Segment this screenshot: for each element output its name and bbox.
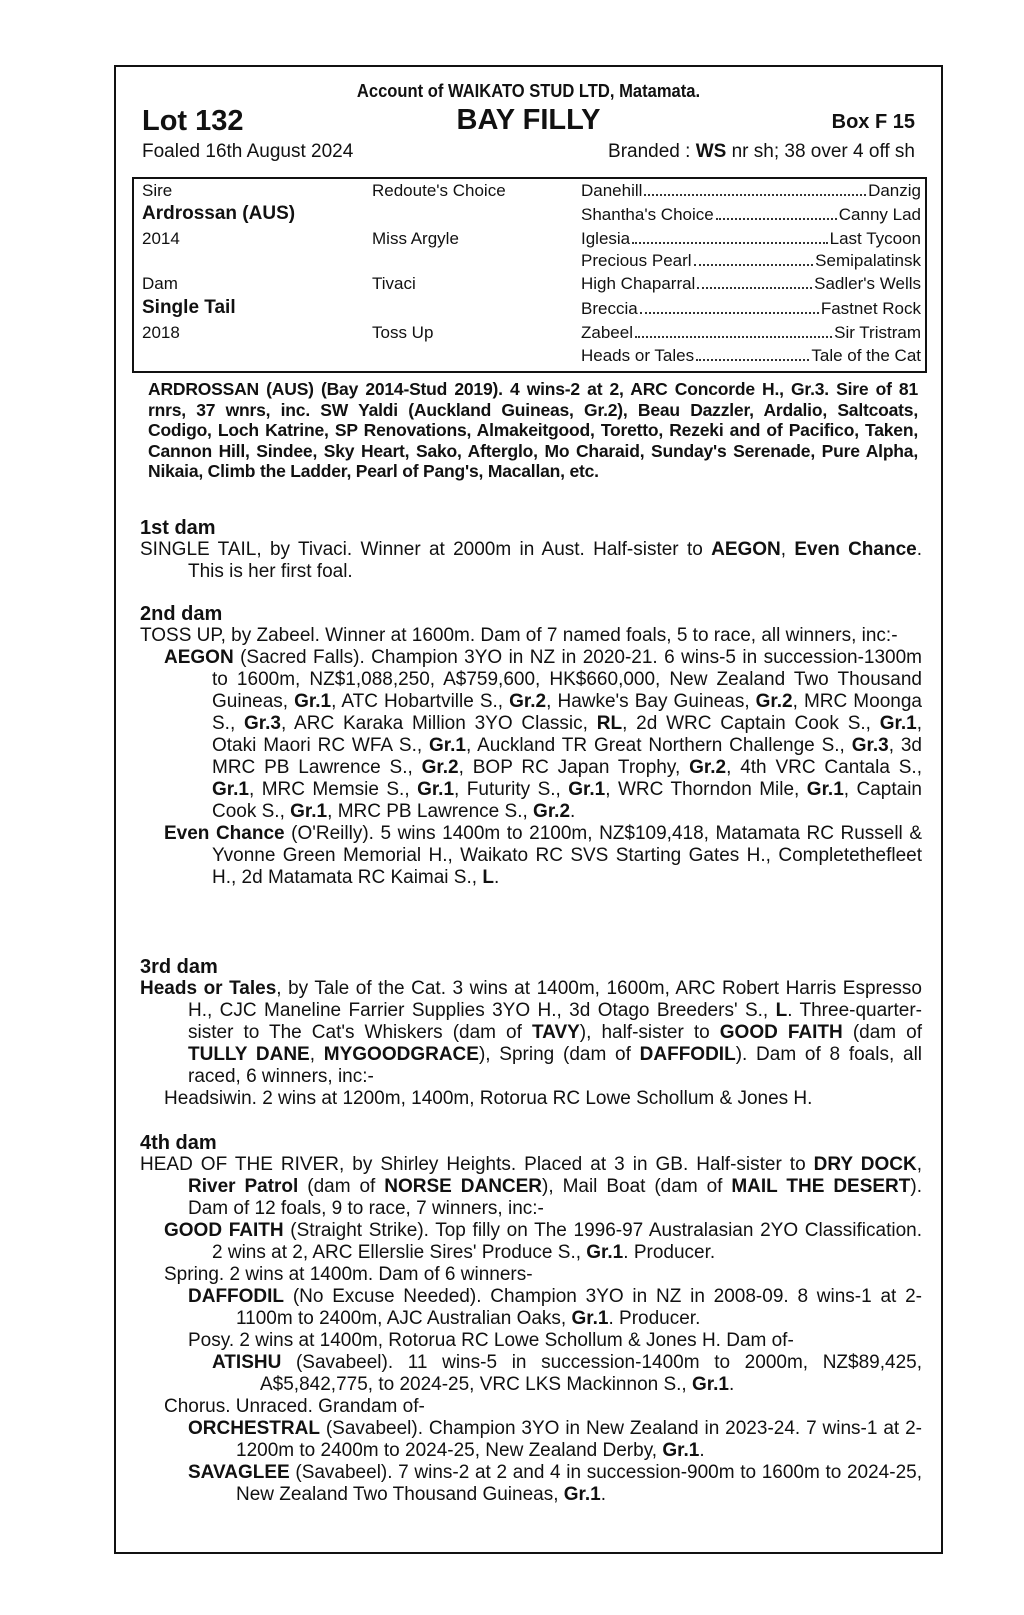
branded-prefix: Branded : (608, 141, 696, 162)
fourth-dam-section (140, 1132, 922, 1506)
sire-year: 2014 (142, 229, 180, 248)
brand-info (608, 141, 915, 163)
grandsire-row (581, 323, 921, 343)
progeny-entry: Even Chance (O'Reilly). 5 wins 1400m to 2100m, NZ$109,418, Matamata RC Russell & Yvonne Green Memorial H., Waikato RC SVS Starting Gates H., Completethefleet H., 2d Matamata RC Kaimai S., L. (164, 823, 922, 888)
horse-name: Even Chance (794, 539, 917, 560)
sire-name: Ardrossan (AUS) (142, 203, 296, 224)
horse-name: Heads or Tales (140, 978, 277, 999)
leader-dots (632, 229, 828, 244)
ancestor-right: Canny Lad (838, 205, 921, 224)
ancestor-right: Tale of the Cat (811, 346, 921, 365)
progeny-entry: ATISHU (Savabeel). 11 wins-5 in succession-1400m to 2000m, NZ$89,425, A$5,842,775, to 2024-25, VRC LKS Mackinnon S., Gr.1. (212, 1352, 922, 1395)
ancestor-right: Sadler's Wells (814, 274, 921, 293)
dam-paragraph: SINGLE TAIL, by Tivaci. Winner at 2000m in Aust. Half-sister to AEGON, Even Chance. This is her first foal. (140, 539, 923, 582)
dam-year: 2018 (142, 323, 180, 342)
lot-number: Lot 132 (142, 105, 244, 137)
ancestor-left: Iglesia (581, 229, 631, 248)
horse-name: AEGON (711, 539, 781, 560)
sire-dam: Miss Argyle (372, 229, 459, 248)
progeny-entry: Posy. 2 wins at 1400m, Rotorua RC Lowe Schollum & Jones H. Dam of- (188, 1330, 794, 1351)
dam-label: Dam (142, 274, 178, 293)
ancestor-left: Zabeel (581, 323, 633, 342)
ancestor-right: Fastnet Rock (820, 299, 921, 318)
grandsire-row (581, 251, 921, 271)
grandsire-row (581, 181, 921, 201)
horse-name: SAVAGLEE (188, 1462, 290, 1483)
horse-name: ATISHU (212, 1352, 282, 1373)
ancestor-left: Shantha's Choice (581, 205, 714, 224)
ancestor-left: Precious Pearl (581, 251, 692, 270)
progeny-entry: ORCHESTRAL (Savabeel). Champion 3YO in New Zealand in 2023-24. 7 wins-1 at 2-1200m to 2400m to 2024-25, New Zealand Derby, Gr.1. (188, 1418, 922, 1461)
horse-description: BAY FILLY (456, 104, 601, 136)
third-dam-section (140, 956, 922, 1110)
leader-dots (697, 274, 812, 289)
progeny-entry: Headsiwin. 2 wins at 1200m, 1400m, Rotorua RC Lowe Schollum & Jones H. (164, 1088, 813, 1109)
ancestor-left: Danehill (581, 181, 643, 200)
brand-mark: WS (695, 141, 727, 162)
dam-name: Single Tail (142, 297, 236, 318)
grandsire-row (581, 205, 921, 225)
ancestor-right: Semipalatinsk (815, 251, 921, 270)
sire-label: Sire (142, 181, 173, 200)
horse-name: AEGON (164, 647, 234, 668)
ancestor-right: Sir Tristram (834, 323, 921, 342)
dam-sire: Tivaci (372, 274, 416, 293)
progeny-entry: Spring. 2 wins at 1400m. Dam of 6 winners- (164, 1264, 533, 1285)
pedigree-table (132, 177, 927, 373)
progeny-entry: GOOD FAITH (Straight Strike). Top filly on The 1996-97 Australasian 2YO Classification. 2 wins at 2, ARC Ellerslie Sires' Produce S., Gr.1. Producer. (164, 1220, 922, 1263)
ancestor-left: Breccia (581, 299, 638, 318)
section-heading: 1st dam (140, 517, 216, 539)
section-heading: 2nd dam (140, 603, 223, 625)
sire-summary: ARDROSSAN (AUS) (Bay 2014-Stud 2019). 4 wins-2 at 2, ARC Concorde H., Gr.3. Sire of 81 rnrs, 37 wnrs, inc. SW Yaldi (Auckland Guineas, Gr.2), Beau Dazzler, Ardalio, Saltcoats, Codigo, Loch Katrine, SP Renovations, Almakeitgood, Toretto, Rezeki and of Pacifico, Taken, Cannon Hill, Sindee, Sky Heart, Sako, Afterglo, Mo Charaid, Sunday's Serenade, Pure Alpha, Nikaia, Climb the Ladder, Pearl of Pang's, Macallan, etc. (148, 379, 918, 481)
foaled-date: Foaled 16th August 2024 (142, 141, 354, 162)
section-heading: 4th dam (140, 1132, 217, 1154)
ancestor-right: Danzig (868, 181, 921, 200)
first-dam-section (140, 517, 922, 583)
grandsire-row (581, 346, 921, 366)
horse-name: Even Chance (164, 823, 285, 844)
leader-dots (644, 181, 866, 196)
horse-name: ORCHESTRAL (188, 1418, 320, 1439)
progeny-entry: Chorus. Unraced. Grandam of- (164, 1396, 425, 1417)
catalogue-page (114, 65, 943, 1554)
grandsire-row (581, 299, 921, 319)
dam-dam: Toss Up (372, 323, 434, 342)
second-dam-section (140, 603, 922, 889)
dam-paragraph: TOSS UP, by Zabeel. Winner at 1600m. Dam of 7 named foals, 5 to race, all winners, inc:- (140, 625, 898, 646)
branded-suffix: nr sh; 38 over 4 off sh (726, 141, 915, 162)
sire-sire: Redoute's Choice (372, 181, 506, 200)
ancestor-right: Last Tycoon (829, 229, 921, 248)
leader-dots (635, 323, 832, 338)
progeny-entry: DAFFODIL (No Excuse Needed). Champion 3YO in NZ in 2008-09. 8 wins-1 at 2-1100m to 2400m, AJC Australian Oaks, Gr.1. Producer. (188, 1286, 922, 1329)
ancestor-left: High Chaparral (581, 274, 696, 293)
horse-name: DAFFODIL (188, 1286, 285, 1307)
progeny-entry: SAVAGLEE (Savabeel). 7 wins-2 at 2 and 4 in succession-900m to 1600m to 2024-25, New Zealand Two Thousand Guineas, Gr.1. (188, 1462, 922, 1505)
leader-dots (640, 299, 819, 314)
dam-paragraph: HEAD OF THE RIVER, by Shirley Heights. Placed at 3 in GB. Half-sister to DRY DOCK, River Patrol (dam of NORSE DANCER), Mail Boat (dam of MAIL THE DESERT). Dam of 12 foals, 9 to race, 7 winners, inc:- (140, 1154, 922, 1219)
grandsire-row (581, 274, 921, 294)
progeny-entry: AEGON (Sacred Falls). Champion 3YO in NZ in 2020-21. 6 wins-5 in succession-1300m to 1600m, NZ$1,088,250, A$759,600, HK$660,000, New Zealand Two Thousand Guineas, Gr.1, ATC Hobartville S., Gr.2, Hawke's Bay Guineas, Gr.2, MRC Moonga S., Gr.3, ARC Karaka Million 3YO Classic, RL, 2d WRC Captain Cook S., Gr.1, Otaki Maori RC WFA S., Gr.1, Auckland TR Great Northern Challenge S., Gr.3, 3d MRC PB Lawrence S., Gr.2, BOP RC Japan Trophy, Gr.2, 4th VRC Cantala S., Gr.1, MRC Memsie S., Gr.1, Futurity S., Gr.1, WRC Thorndon Mile, Gr.1, Captain Cook S., Gr.1, MRC PB Lawrence S., Gr.2. (164, 647, 922, 822)
horse-name: GOOD FAITH (164, 1220, 284, 1241)
vendor-account: Account of WAIKATO STUD LTD, Matamata. (356, 81, 701, 101)
leader-dots (716, 205, 837, 220)
grandsire-row (581, 229, 921, 249)
leader-dots (696, 346, 809, 361)
box-number: Box F 15 (831, 111, 915, 133)
dam-paragraph: Heads or Tales, by Tale of the Cat. 3 wins at 1400m, 1600m, ARC Robert Harris Espresso H., CJC Maneline Farrier Supplies 3YO H., 3d Otago Breeders' S., L. Three-quarter-sister to The Cat's Whiskers (dam of TAVY), half-sister to GOOD FAITH (dam of TULLY DANE, MYGOODGRACE), Spring (dam of DAFFODIL). Dam of 8 foals, all raced, 6 winners, inc:- (140, 978, 923, 1087)
section-heading: 3rd dam (140, 956, 218, 978)
leader-dots (694, 251, 814, 266)
ancestor-left: Heads or Tales (581, 346, 695, 365)
